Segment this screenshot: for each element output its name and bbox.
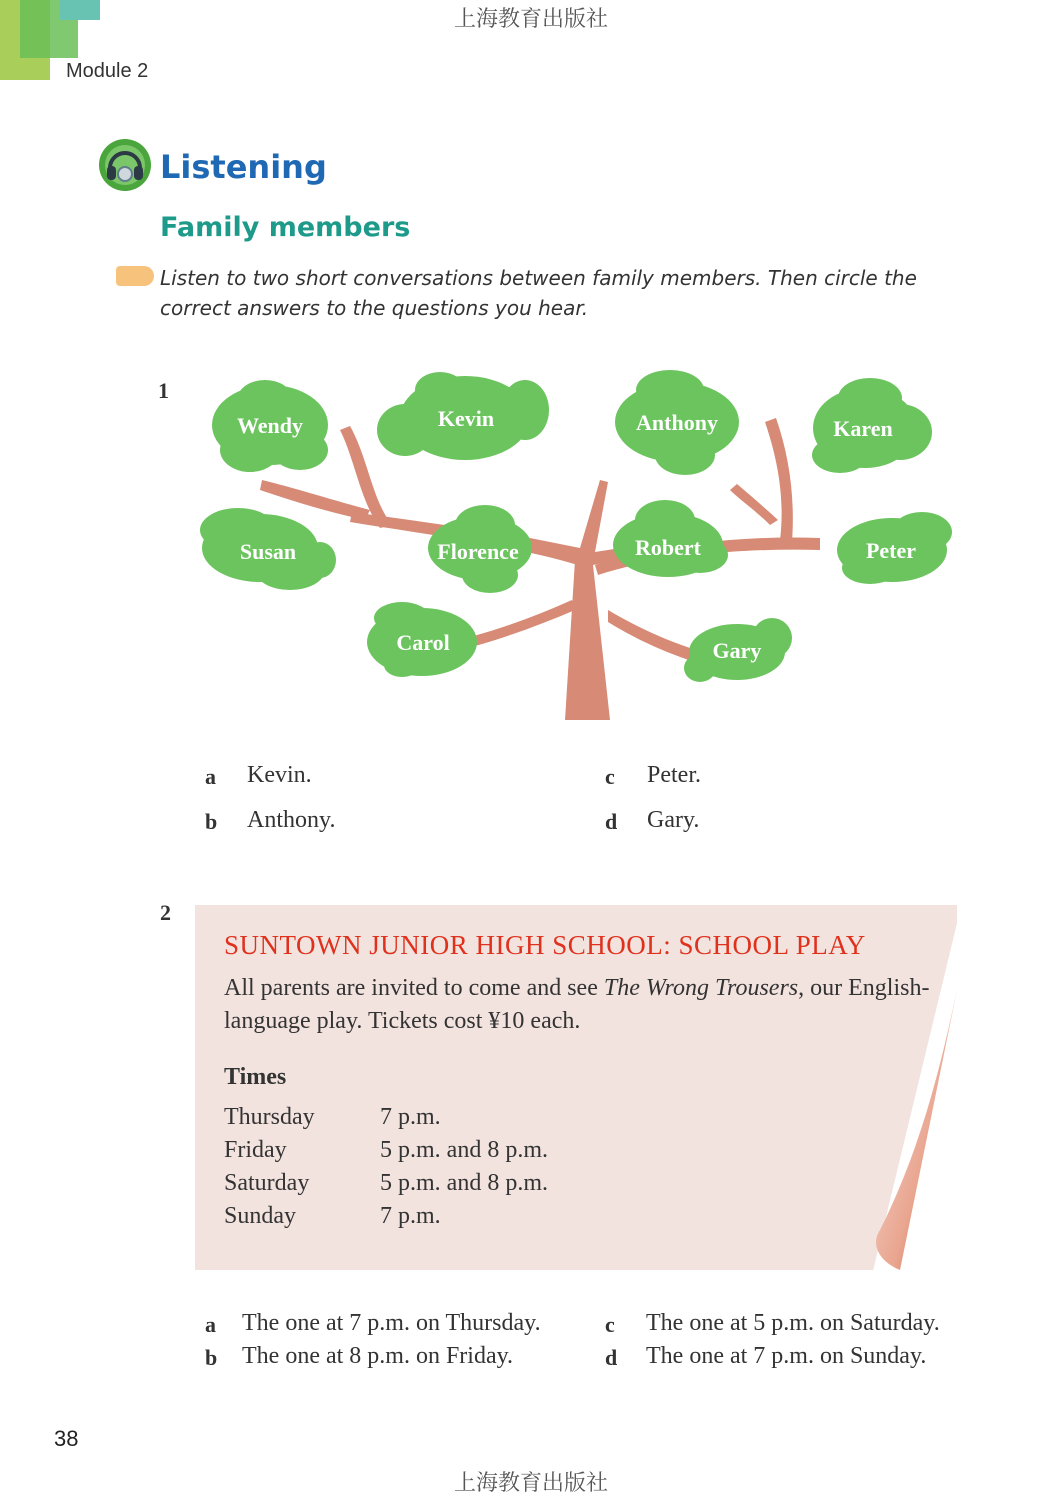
times-day: Saturday xyxy=(224,1170,310,1196)
tree-name-karen: Karen xyxy=(833,416,893,441)
option-letter: b xyxy=(205,1345,218,1370)
times-day: Friday xyxy=(224,1137,287,1163)
option-text[interactable]: Anthony. xyxy=(247,807,336,833)
section-title: Listening xyxy=(160,148,327,186)
notice-body xyxy=(224,972,934,1038)
question-number: 2 xyxy=(160,900,171,925)
page-number: 38 xyxy=(54,1426,79,1451)
times-time: 5 p.m. and 8 p.m. xyxy=(380,1137,548,1163)
notice-body-text: All parents are invited to come and see xyxy=(224,975,604,1001)
section-subtitle: Family members xyxy=(160,212,411,243)
option-letter: c xyxy=(605,764,615,789)
option-letter: a xyxy=(205,1312,216,1337)
tree-name-robert: Robert xyxy=(635,535,701,560)
tree-name-peter: Peter xyxy=(865,538,917,563)
option-letter: a xyxy=(205,764,216,789)
publisher-footer: 上海教育出版社 xyxy=(453,1471,608,1496)
times-day: Thursday xyxy=(224,1104,315,1130)
play-title: The Wrong Trousers xyxy=(603,975,799,1001)
tree-name-gary: Gary xyxy=(712,638,762,663)
tree-name-wendy: Wendy xyxy=(236,413,304,438)
tree-name-florence: Florence xyxy=(437,539,519,564)
option-text[interactable]: The one at 7 p.m. on Thursday. xyxy=(242,1310,541,1336)
option-letter: c xyxy=(605,1312,615,1337)
option-letter: d xyxy=(605,1345,618,1370)
instructions: Listen to two short conversations between family members. Then circle the correct answers to the questions you hear. xyxy=(160,266,917,320)
option-letter: d xyxy=(605,809,618,834)
publisher-header: 上海教育出版社 xyxy=(453,7,608,32)
times-time: 5 p.m. and 8 p.m. xyxy=(380,1170,548,1196)
option-text[interactable]: The one at 5 p.m. on Saturday. xyxy=(646,1310,940,1336)
times-day: Sunday xyxy=(224,1203,296,1229)
tree-name-anthony: Anthony xyxy=(636,410,718,435)
headphones-icon xyxy=(98,138,152,192)
tree-name-kevin: Kevin xyxy=(437,406,495,431)
tree-name-susan: Susan xyxy=(239,539,297,564)
option-text[interactable]: Kevin. xyxy=(247,762,312,788)
module-label: Module 2 xyxy=(66,60,149,82)
question-number: 1 xyxy=(158,378,169,403)
instruction-marker xyxy=(116,266,154,286)
notice-title: SUNTOWN JUNIOR HIGH SCHOOL: SCHOOL PLAY xyxy=(224,930,866,960)
tree-name-carol: Carol xyxy=(396,630,450,655)
option-text[interactable]: The one at 8 p.m. on Friday. xyxy=(242,1343,514,1369)
option-text[interactable]: The one at 7 p.m. on Sunday. xyxy=(646,1343,927,1369)
family-tree xyxy=(180,360,980,730)
option-letter: b xyxy=(205,809,218,834)
notice-body-text: , our English-language play. Tickets cost ¥10 each. xyxy=(224,975,930,1034)
times-time: 7 p.m. xyxy=(380,1203,441,1229)
option-text[interactable]: Gary. xyxy=(647,807,700,833)
times-heading: Times xyxy=(224,1064,287,1090)
times-time: 7 p.m. xyxy=(380,1104,441,1130)
option-text[interactable]: Peter. xyxy=(647,762,701,788)
